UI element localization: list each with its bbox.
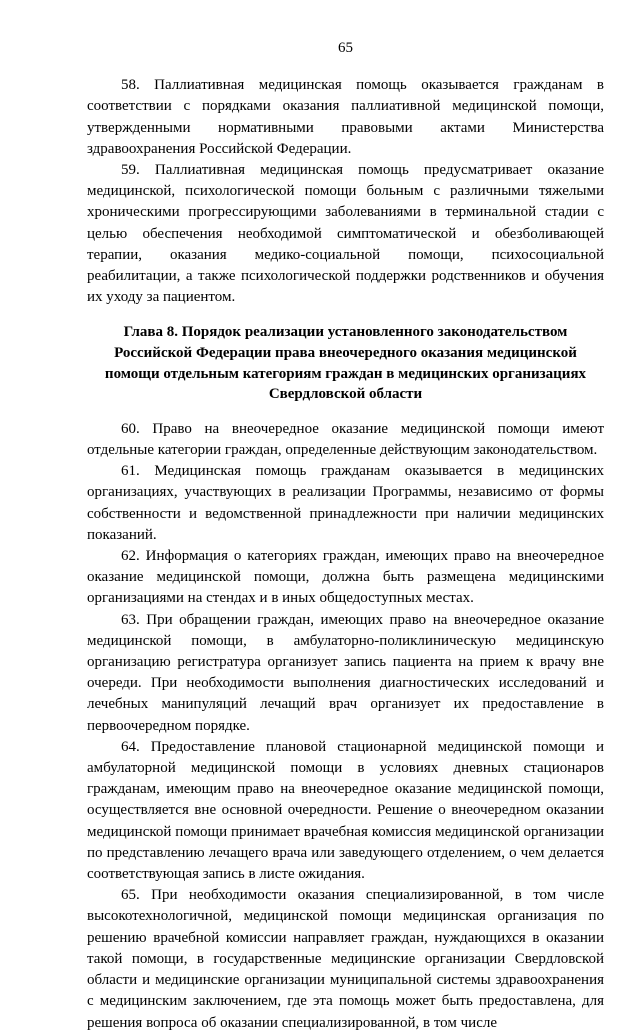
chapter-heading: Глава 8. Порядок реализации установленного законодательством Российской Федерации права внеочередного оказания медицинской помощи отдельным категориям граждан в медицинских организациях Свердловской области [104, 324, 587, 403]
page-number: 65 [338, 40, 353, 56]
paragraph-63: 63. При обращении граждан, имеющих право на внеочередное оказание медицинской помощи, в амбулаторно-поликлиническую медицинскую организацию регистратура организует запись пациента на прием к врачу вне очереди. При необходимости выполнения диагностических исследований и лечебных манипуляций лечащий врач организует их предоставление в первоочередном порядке. [87, 611, 604, 734]
paragraph-60: 60. Право на внеочередное оказание медицинской помощи имеют отдельные категории граждан, определенные действующим законодательством. [87, 420, 604, 459]
paragraph-65: 65. При необходимости оказания специализированной, в том числе высокотехнологичной, медицинской помощи медицинская организация по решению врачебной комиссии направляет граждан, нуждающихся в оказании такой помощи, в государственные медицинские организации Свердловской области и медицинские организации муниципальной системы здравоохранения с медицинским заключением, где эта помощь может быть предоставлена, для решения вопроса об оказании специализированной, в том числе [87, 887, 604, 1031]
paragraph-62: 62. Информация о категориях граждан, имеющих право на внеочередное оказание медицинской помощи, должна быть размещена медицинскими организациями на стендах и в иных общедоступных местах. [87, 548, 604, 607]
paragraph-58: 58. Паллиативная медицинская помощь оказывается гражданам в соответствии с порядками оказания паллиативной медицинской помощи, утвержденными нормативными правовыми актами Министерства здравоохранения Российской Федерации. [87, 77, 604, 157]
paragraph-64: 64. Предоставление плановой стационарной медицинской помощи и амбулаторной медицинской помощи в условиях дневных стационаров гражданам, имеющим право на внеочередное оказание медицинской помощи, осуществляется вне основной очередности. Решение о внеочередном оказании медицинской помощи принимает врачебная комиссия медицинской организации по представлению лечащего врача или заведующего отделением, о чем делается соответствующая запись в листе ожидания. [87, 738, 604, 883]
paragraph-59: 59. Паллиативная медицинская помощь предусматривает оказание медицинской, психологической помощи больным с различными тяжелыми хроническими прогрессирующими заболеваниями в терминальной стадии с целью обеспечения необходимой симптоматической и обезболивающей терапии, оказания медико-социальной помощи, психосоциальной реабилитации, а также психологической поддержки родственников и обучения их уходу за пациентом. [87, 162, 604, 306]
paragraph-61: 61. Медицинская помощь гражданам оказывается в медицинских организациях, участвующих в реализации Программы, независимо от формы собственности и ведомственной принадлежности при наличии медицинских показаний. [87, 463, 604, 543]
